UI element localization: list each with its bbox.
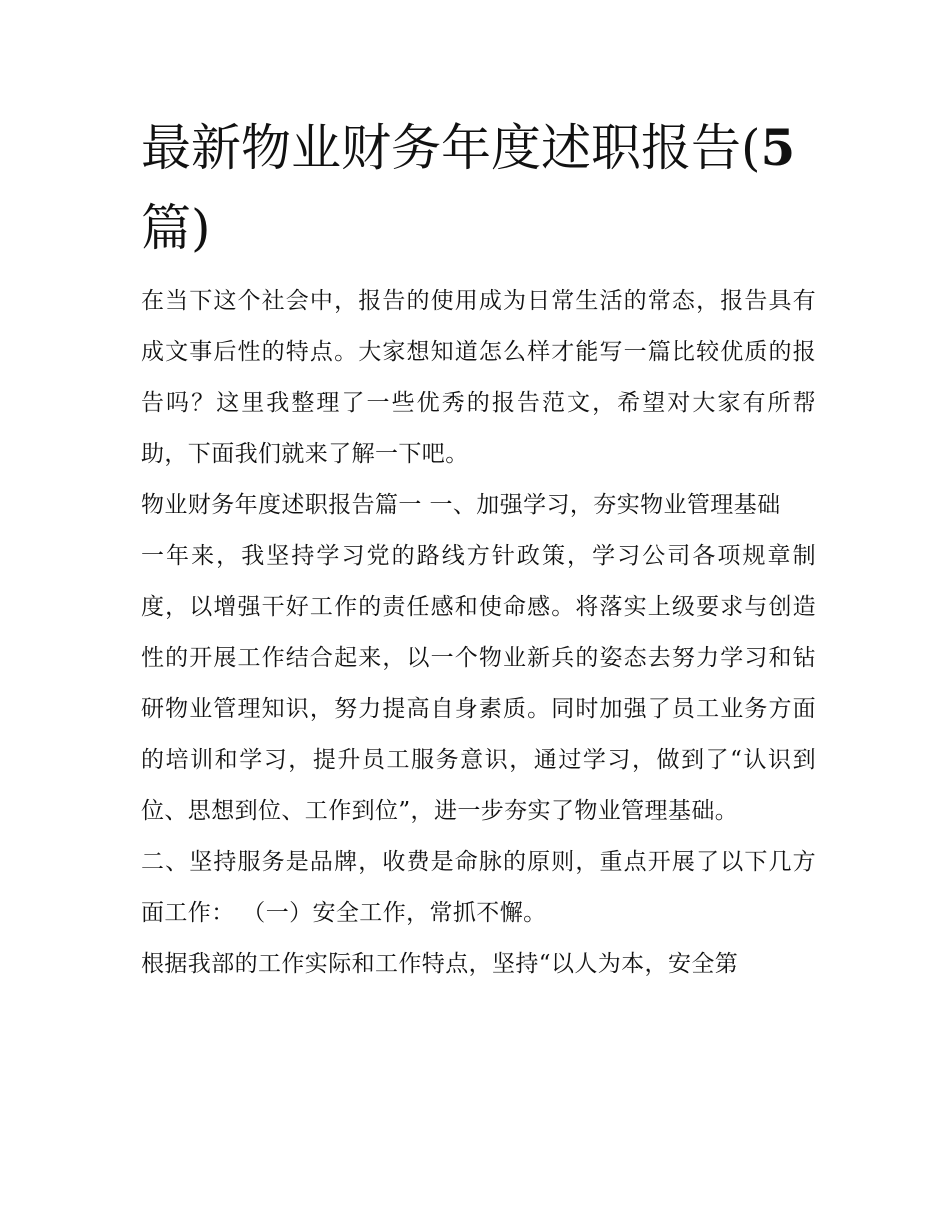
paragraph-study: 一年来，我坚持学习党的路线方针政策，学习公司各项规章制度，以增强干好工作的责任感和使命感。将落实上级要求与创造性的开展工作结合起来，以一个物业新兵的姿态去努力学习和钻研物业管理知识，努力提高自身素质。同时加强了员工业务方面的培训和学习，提升员工服务意识，通过学习，做到了“认识到位、思想到位、工作到位”，进一步夯实了物业管理基础。 [141, 543, 816, 824]
title-tail: 篇) [141, 199, 211, 257]
title-main: 最新物业财务年度述职报告( [141, 119, 761, 177]
document-body [141, 276, 816, 990]
paragraph-safety: 根据我部的工作实际和工作特点，坚持“以人为本，安全第 [141, 951, 739, 977]
document-title [141, 108, 821, 268]
paragraph-section-heading: 物业财务年度述职报告篇一 一、加强学习，夯实物业管理基础 [141, 492, 781, 518]
paragraph-intro: 在当下这个社会中，报告的使用成为日常生活的常态，报告具有成文事后性的特点。大家想知道怎么样才能写一篇比较优质的报告吗？这里我整理了一些优秀的报告范文，希望对大家有所帮助，下面我们就来了解一下吧。 [141, 288, 816, 467]
title-number: 5 [760, 118, 796, 177]
paragraph-section-two: 二、坚持服务是品牌，收费是命脉的原则，重点开展了以下几方面工作： （一）安全工作，常抓不懈。 [141, 849, 816, 926]
